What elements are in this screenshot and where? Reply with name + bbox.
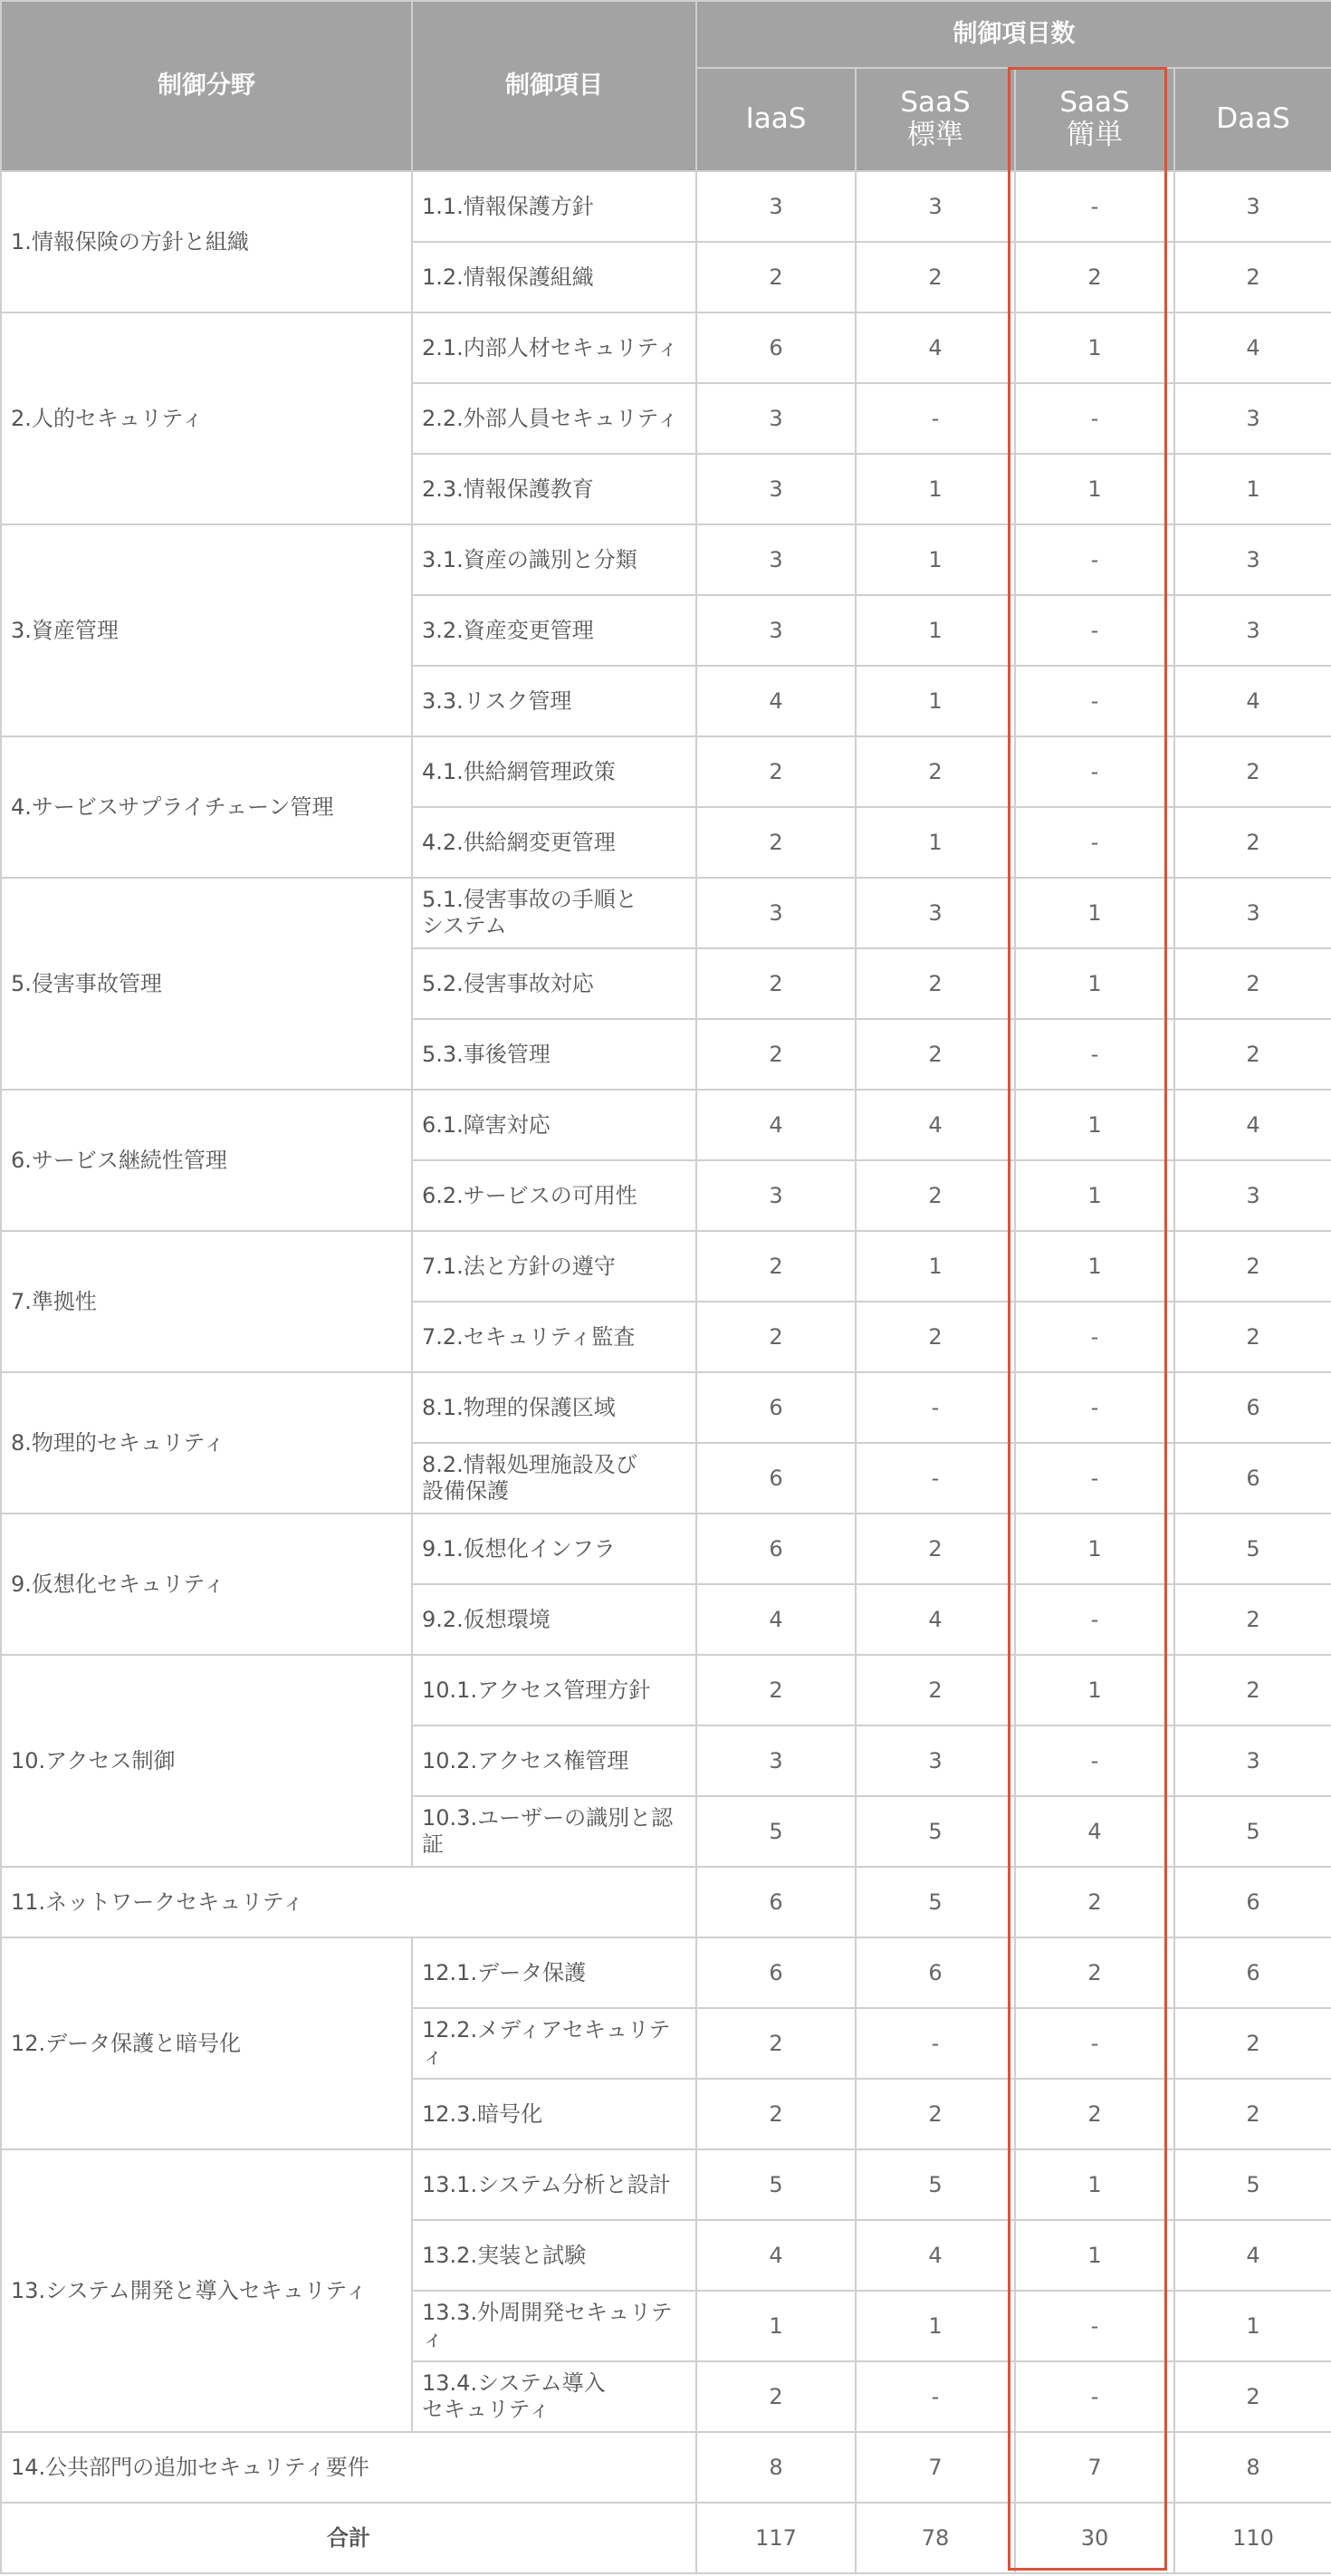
item-cell: 6.2.サービスの可用性 [412,1160,696,1231]
count-cell-iaas: 3 [696,595,856,666]
count-cell-saas-simple: - [1015,666,1174,736]
category-cell: 10.アクセス制御 [1,1655,412,1867]
count-cell-saas-simple: - [1015,2361,1174,2432]
table-body [1,171,1331,2503]
count-cell-saas-standard: 5 [856,1867,1015,1937]
count-cell-saas-standard: 2 [856,948,1015,1019]
count-cell-iaas: 3 [696,1160,856,1231]
table-row [1,1655,1331,1725]
count-cell-daas: 2 [1174,1584,1331,1655]
count-cell-saas-standard: 5 [856,2149,1015,2220]
count-cell-saas-simple: 1 [1015,878,1174,948]
count-cell-saas-standard: 2 [856,736,1015,807]
item-cell: 8.1.物理的保護区域 [412,1372,696,1443]
count-cell-daas: 5 [1174,1796,1331,1867]
count-cell-daas: 3 [1174,524,1331,595]
item-cell: 2.1.内部人材セキュリティ [412,312,696,383]
item-cell: 12.3.暗号化 [412,2079,696,2149]
count-cell-daas: 4 [1174,312,1331,383]
count-cell-iaas: 6 [696,312,856,383]
item-cell: 4.2.供給網変更管理 [412,807,696,878]
item-cell: 13.1.システム分析と設計 [412,2149,696,2220]
count-cell-daas: 5 [1174,1514,1331,1584]
header-item: 制御項目 [412,1,696,171]
item-cell: 1.2.情報保護組織 [412,242,696,312]
count-cell-saas-simple: - [1015,736,1174,807]
count-cell-saas-standard: 2 [856,1160,1015,1231]
item-cell: 10.1.アクセス管理方針 [412,1655,696,1725]
count-cell-iaas: 5 [696,1796,856,1867]
count-cell-daas: 2 [1174,807,1331,878]
count-cell-saas-simple: 1 [1015,2149,1174,2220]
count-cell-daas: 3 [1174,878,1331,948]
count-cell-saas-simple: - [1015,171,1174,242]
count-cell-iaas: 6 [696,1372,856,1443]
item-cell: 3.1.資産の識別と分類 [412,524,696,595]
count-cell-iaas: 4 [696,2220,856,2291]
table-row [1,312,1331,383]
count-cell-saas-standard: 1 [856,1231,1015,1302]
total-row [1,2503,1331,2573]
count-cell-saas-standard: 6 [856,1937,1015,2008]
count-cell-iaas: 2 [696,948,856,1019]
count-cell-iaas: 2 [696,2079,856,2149]
total-iaas: 117 [696,2503,856,2573]
category-cell: 9.仮想化セキュリティ [1,1514,412,1655]
count-cell-iaas: 2 [696,1231,856,1302]
count-cell-daas: 6 [1174,1443,1331,1514]
count-cell-iaas: 4 [696,1584,856,1655]
count-cell-saas-standard: - [856,2361,1015,2432]
item-cell: 10.2.アクセス権管理 [412,1725,696,1796]
count-cell-iaas: 5 [696,2149,856,2220]
category-cell: 6.サービス継続性管理 [1,1090,412,1231]
count-cell-saas-simple: - [1015,1584,1174,1655]
table-row [1,1231,1331,1302]
count-cell-saas-standard: 2 [856,1514,1015,1584]
count-cell-saas-simple: 1 [1015,1090,1174,1160]
table-row [1,1867,1331,1937]
count-cell-saas-simple: - [1015,1019,1174,1090]
count-cell-saas-simple: - [1015,1725,1174,1796]
total-saas-simple: 30 [1015,2503,1174,2573]
count-cell-saas-standard: 3 [856,1725,1015,1796]
table-row [1,1514,1331,1584]
count-cell-saas-standard: 2 [856,1302,1015,1372]
table-row [1,878,1331,948]
count-cell-iaas: 2 [696,2361,856,2432]
category-cell: 7.準拠性 [1,1231,412,1372]
category-cell: 14.公共部門の追加セキュリティ要件 [1,2432,696,2503]
count-cell-saas-standard: - [856,1443,1015,1514]
count-cell-iaas: 3 [696,1725,856,1796]
item-cell: 1.1.情報保護方針 [412,171,696,242]
count-cell-saas-simple: - [1015,807,1174,878]
count-cell-daas: 2 [1174,1302,1331,1372]
table-row [1,1937,1331,2008]
count-cell-iaas: 2 [696,807,856,878]
item-cell: 3.2.資産変更管理 [412,595,696,666]
count-cell-daas: 6 [1174,1867,1331,1937]
count-cell-saas-standard: 1 [856,2291,1015,2361]
item-cell: 13.2.実装と試験 [412,2220,696,2291]
category-cell: 12.データ保護と暗号化 [1,1937,412,2149]
count-cell-iaas: 8 [696,2432,856,2503]
count-cell-iaas: 6 [696,1443,856,1514]
count-cell-iaas: 2 [696,1655,856,1725]
count-cell-iaas: 3 [696,454,856,524]
count-cell-daas: 2 [1174,736,1331,807]
count-cell-saas-simple: 2 [1015,1867,1174,1937]
count-cell-saas-simple: 1 [1015,312,1174,383]
count-cell-saas-standard: 2 [856,242,1015,312]
header-category: 制御分野 [1,1,412,171]
count-cell-daas: 3 [1174,171,1331,242]
item-cell: 5.3.事後管理 [412,1019,696,1090]
count-cell-saas-standard: - [856,383,1015,454]
count-cell-saas-simple: 1 [1015,454,1174,524]
count-cell-iaas: 2 [696,736,856,807]
total-saas-standard: 78 [856,2503,1015,2573]
item-cell: 2.2.外部人員セキュリティ [412,383,696,454]
count-cell-iaas: 6 [696,1867,856,1937]
item-cell: 7.2.セキュリティ監査 [412,1302,696,1372]
count-cell-saas-simple: 1 [1015,1514,1174,1584]
header-iaas: IaaS [696,68,856,171]
table-row [1,171,1331,242]
category-cell: 13.システム開発と導入セキュリティ [1,2149,412,2432]
count-cell-saas-simple: - [1015,595,1174,666]
count-cell-daas: 6 [1174,1937,1331,2008]
count-cell-daas: 5 [1174,2149,1331,2220]
count-cell-daas: 4 [1174,2220,1331,2291]
count-cell-saas-standard: 5 [856,1796,1015,1867]
header-count-group: 制御項目数 [696,1,1331,68]
count-cell-saas-standard: 1 [856,454,1015,524]
count-cell-saas-simple: 2 [1015,242,1174,312]
count-cell-saas-standard: 4 [856,1090,1015,1160]
count-cell-iaas: 6 [696,1937,856,2008]
count-cell-daas: 1 [1174,454,1331,524]
item-cell: 7.1.法と方針の遵守 [412,1231,696,1302]
count-cell-saas-simple: - [1015,524,1174,595]
category-cell: 1.情報保険の方針と組織 [1,171,412,312]
count-cell-daas: 6 [1174,1372,1331,1443]
item-cell: 2.3.情報保護教育 [412,454,696,524]
item-cell: 12.1.データ保護 [412,1937,696,2008]
count-cell-daas: 4 [1174,666,1331,736]
category-cell: 5.侵害事故管理 [1,878,412,1090]
count-cell-iaas: 2 [696,1019,856,1090]
count-cell-saas-simple: - [1015,2008,1174,2079]
count-cell-saas-simple: - [1015,1443,1174,1514]
count-cell-daas: 2 [1174,2079,1331,2149]
total-label: 合計 [1,2503,696,2573]
item-cell: 3.3.リスク管理 [412,666,696,736]
count-cell-iaas: 2 [696,2008,856,2079]
count-cell-daas: 2 [1174,1019,1331,1090]
count-cell-saas-standard: 4 [856,2220,1015,2291]
count-cell-iaas: 2 [696,242,856,312]
count-cell-saas-standard: 2 [856,2079,1015,2149]
category-cell: 4.サービスサプライチェーン管理 [1,736,412,878]
count-cell-saas-standard: - [856,1372,1015,1443]
total-daas: 110 [1174,2503,1331,2573]
count-cell-saas-standard: 3 [856,878,1015,948]
count-cell-saas-standard: 7 [856,2432,1015,2503]
count-cell-saas-simple: 2 [1015,1937,1174,2008]
item-cell: 5.1.侵害事故の手順と システム [412,878,696,948]
count-cell-daas: 3 [1174,1725,1331,1796]
header-saas-simple: SaaS 簡単 [1015,68,1174,171]
count-cell-saas-standard: 4 [856,312,1015,383]
count-cell-daas: 8 [1174,2432,1331,2503]
count-cell-daas: 2 [1174,2008,1331,2079]
count-cell-iaas: 2 [696,1302,856,1372]
table-row [1,524,1331,595]
count-cell-iaas: 3 [696,383,856,454]
item-cell: 13.3.外周開発セキュリティ [412,2291,696,2361]
count-cell-daas: 2 [1174,1231,1331,1302]
count-cell-saas-simple: 1 [1015,948,1174,1019]
table-row [1,1090,1331,1160]
count-cell-iaas: 1 [696,2291,856,2361]
category-cell: 3.資産管理 [1,524,412,736]
item-cell: 5.2.侵害事故対応 [412,948,696,1019]
item-cell: 8.2.情報処理施設及び 設備保護 [412,1443,696,1514]
item-cell: 13.4.システム導入 セキュリティ [412,2361,696,2432]
count-cell-daas: 4 [1174,1090,1331,1160]
count-cell-iaas: 4 [696,1090,856,1160]
count-cell-daas: 2 [1174,2361,1331,2432]
count-cell-daas: 2 [1174,1655,1331,1725]
count-cell-iaas: 3 [696,878,856,948]
item-cell: 4.1.供給網管理政策 [412,736,696,807]
count-cell-saas-simple: 1 [1015,1655,1174,1725]
item-cell: 10.3.ユーザーの識別と認証 [412,1796,696,1867]
count-cell-daas: 2 [1174,242,1331,312]
table-row [1,2432,1331,2503]
count-cell-saas-standard: 3 [856,171,1015,242]
item-cell: 9.1.仮想化インフラ [412,1514,696,1584]
count-cell-saas-simple: 1 [1015,2220,1174,2291]
item-cell: 9.2.仮想環境 [412,1584,696,1655]
count-cell-saas-standard: 1 [856,807,1015,878]
count-cell-saas-simple: - [1015,1372,1174,1443]
count-cell-iaas: 3 [696,524,856,595]
count-cell-saas-standard: 4 [856,1584,1015,1655]
count-cell-saas-simple: 7 [1015,2432,1174,2503]
category-cell: 2.人的セキュリティ [1,312,412,524]
count-cell-saas-standard: 2 [856,1655,1015,1725]
count-cell-saas-standard: - [856,2008,1015,2079]
count-cell-saas-simple: 1 [1015,1231,1174,1302]
count-cell-iaas: 6 [696,1514,856,1584]
count-cell-saas-standard: 1 [856,524,1015,595]
header-daas: DaaS [1174,68,1331,171]
table-row [1,2149,1331,2220]
count-cell-iaas: 3 [696,171,856,242]
count-cell-daas: 3 [1174,1160,1331,1231]
count-cell-daas: 3 [1174,383,1331,454]
count-cell-saas-simple: 2 [1015,2079,1174,2149]
count-cell-daas: 1 [1174,2291,1331,2361]
count-cell-iaas: 4 [696,666,856,736]
count-cell-saas-standard: 2 [856,1019,1015,1090]
header-saas-standard: SaaS 標準 [856,68,1015,171]
table-row [1,736,1331,807]
count-cell-saas-simple: 1 [1015,1160,1174,1231]
count-cell-daas: 2 [1174,948,1331,1019]
count-cell-saas-simple: - [1015,383,1174,454]
item-cell: 12.2.メディアセキュリティ [412,2008,696,2079]
category-cell: 11.ネットワークセキュリティ [1,1867,696,1937]
count-cell-saas-simple: 4 [1015,1796,1174,1867]
count-cell-daas: 3 [1174,595,1331,666]
count-cell-saas-standard: 1 [856,595,1015,666]
table-row [1,1372,1331,1443]
count-cell-saas-simple: - [1015,2291,1174,2361]
category-cell: 8.物理的セキュリティ [1,1372,412,1514]
count-cell-saas-standard: 1 [856,666,1015,736]
count-cell-saas-simple: - [1015,1302,1174,1372]
item-cell: 6.1.障害対応 [412,1090,696,1160]
